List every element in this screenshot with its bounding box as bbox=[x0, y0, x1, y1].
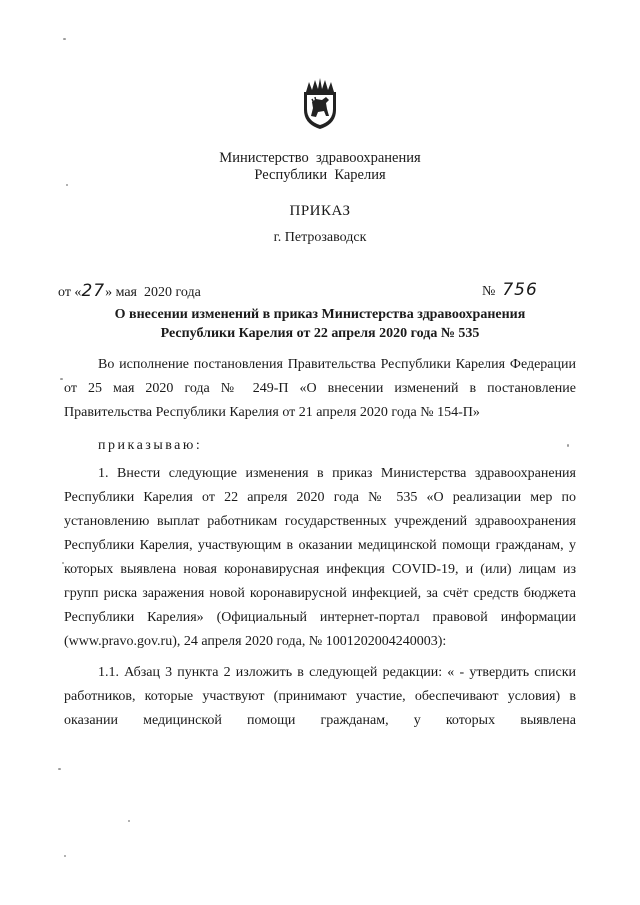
item-1-1-paragraph: 1.1. Абзац 3 пункта 2 изложить в следующей редакции: « - утвердить списки работников, которые участвуют (принимают участие, обеспечивают условия) в оказании медицинской помощи гражданам, у которых выявлена bbox=[64, 665, 576, 728]
scan-speck bbox=[66, 184, 68, 186]
karelia-coat-of-arms-icon bbox=[300, 78, 340, 130]
number-label: № bbox=[482, 284, 496, 299]
intro-paragraph: Во исполнение постановления Правительства Республики Карелия Федерации от 25 мая 2020 года № 249-П «О внесении изменений в постановление Правительства Республики Карелия от 21 апреля 2020 года № 154-П» bbox=[64, 357, 576, 420]
scan-speck bbox=[58, 768, 61, 770]
date-day-handwritten: 27 bbox=[81, 281, 106, 301]
scan-speck bbox=[64, 855, 66, 857]
order-title: ПРИКАЗ bbox=[289, 203, 351, 219]
scan-speck bbox=[60, 378, 63, 380]
ministry-name bbox=[0, 150, 640, 184]
scan-speck bbox=[62, 562, 64, 564]
order-word: приказываю: bbox=[98, 438, 203, 453]
date-prefix: от « bbox=[58, 285, 82, 300]
number-value-handwritten: 756 bbox=[502, 280, 538, 300]
order-body bbox=[64, 353, 576, 733]
ministry-name-line1: Министерство здравоохранения bbox=[219, 150, 421, 166]
subject-line1: О внесении изменений в приказ Министерства здравоохранения bbox=[114, 307, 526, 322]
subject-line2: Республики Карелия от 22 апреля 2020 года № 535 bbox=[160, 326, 480, 341]
order-date bbox=[58, 281, 201, 301]
scan-speck bbox=[128, 820, 130, 822]
order-number bbox=[482, 280, 538, 300]
item-1-paragraph: 1. Внести следующие изменения в приказ Министерства здравоохранения Республики Карелия от 22 апреля 2020 года № 535 «О реализации мер по установлению выплат работникам государственных учреждений здравоохранения Республики Карелия, участвующим в оказании медицинской помощи гражданам, у которых выявлена новая коронавирусная инфекция COVID-19, и (или) лицам из групп риска заражения новой коронавирусной инфекцией, за счёт средств бюджета Республики Карелия» (Официальный интернет-портал правовой информации (www.pravo.gov.ru), 24 апреля 2020 года, № 1001202004240003): bbox=[64, 466, 576, 649]
date-suffix: » мая 2020 года bbox=[105, 285, 201, 300]
scan-speck bbox=[63, 38, 66, 40]
order-subject bbox=[64, 305, 576, 343]
city-name: г. Петрозаводск bbox=[273, 230, 367, 245]
ministry-name-line2: Республики Карелия bbox=[254, 167, 386, 183]
scan-speck bbox=[567, 444, 569, 447]
